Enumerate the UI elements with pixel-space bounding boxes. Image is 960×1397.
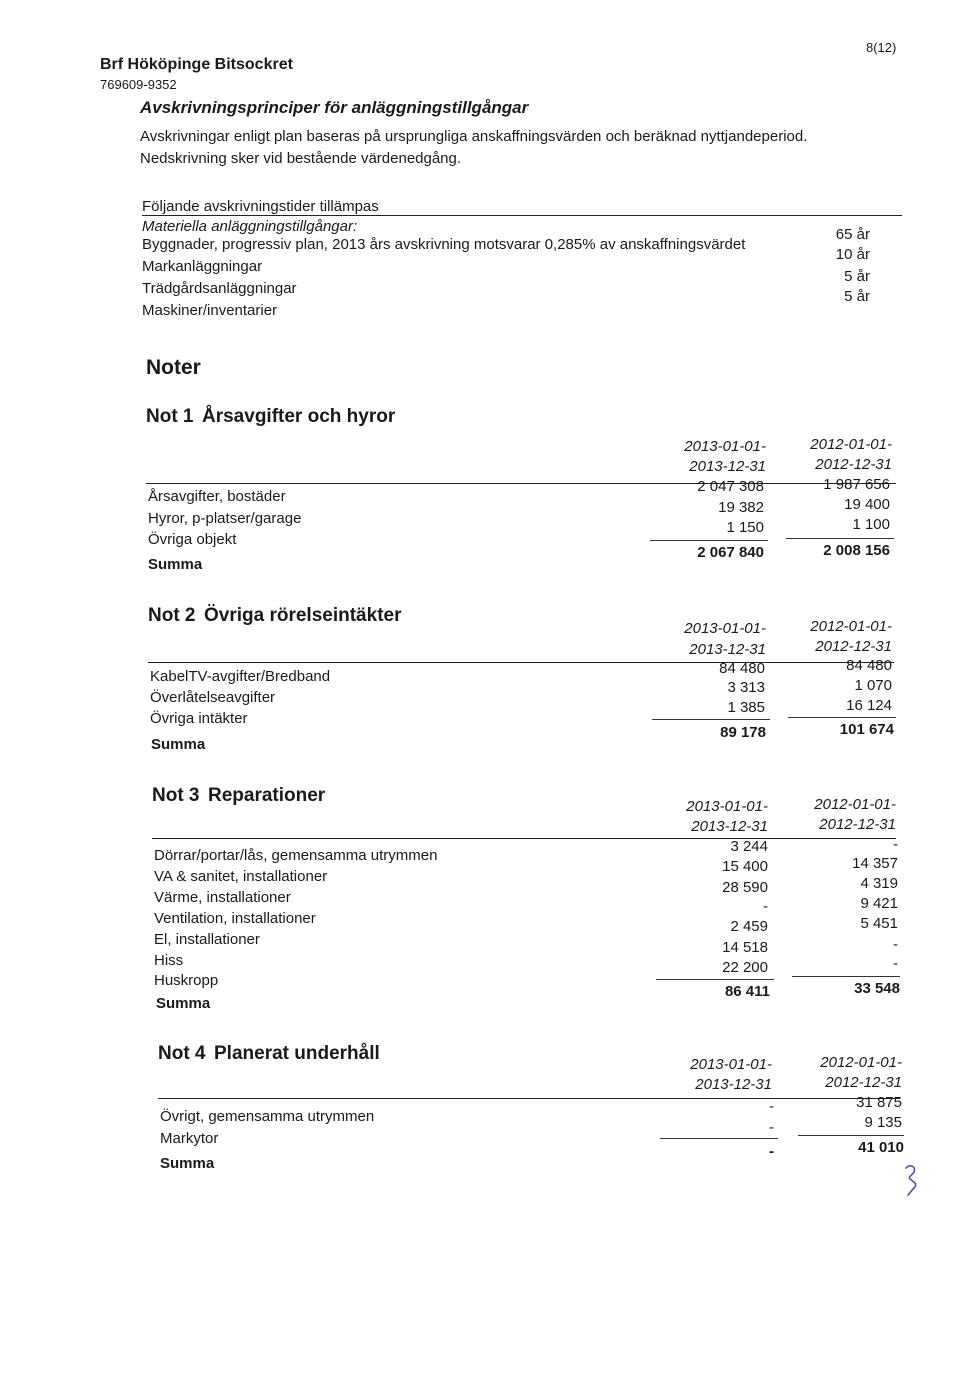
period-2012-end: 2012-12-31 [815,638,892,655]
note-3-heading [152,785,325,807]
note-sum-value-2012: 33 548 [854,980,900,997]
page-number: 8(12) [866,40,897,55]
depreciation-item-value: 5 år [844,268,870,285]
depreciation-title: Avskrivningsprinciper för anläggningstillgångar [140,98,529,117]
note-row-value-2013: - [763,898,768,915]
note-sum-value-2013: 89 178 [720,724,766,741]
note-row-value-2013: - [769,1119,774,1136]
note-2-heading [148,605,401,627]
notes-title: Noter [146,356,201,379]
sum-line [792,976,900,977]
note-row-value-2012: 14 357 [852,855,898,872]
note-row-value-2012: - [893,836,898,853]
note-title: Reparationer [208,785,326,806]
note-row-value-2013: 14 518 [722,939,768,956]
note-number: Not 2 [148,605,196,626]
organization-name: Brf Hököpinge Bitsockret [100,56,293,73]
note-row-value-2012: - [893,936,898,953]
note-row-label: Överlåtelseavgifter [150,689,276,706]
note-row-value-2012: 1 070 [854,677,892,694]
note-number: Not 3 [152,785,200,806]
sum-line [788,717,896,718]
note-row-value-2013: 3 244 [730,838,768,855]
period-2013-end: 2013-12-31 [689,458,766,475]
note-row-label: Värme, installationer [154,889,291,906]
note-row-value-2012: 4 319 [860,875,898,892]
depreciation-item-value: 10 år [835,246,870,263]
note-row-value-2013: 22 200 [722,959,768,976]
period-2012-start: 2012-01-01- [814,796,896,813]
note-row-value-2013: 1 385 [727,699,765,716]
divider [142,215,902,216]
note-sum-value-2012: 2 008 156 [823,542,890,559]
note-sum-value-2012: 101 674 [839,721,894,738]
depreciation-line-2: Nedskrivning sker vid bestående värdenedgång. [140,150,462,167]
note-sum-value-2013: - [769,1143,774,1160]
note-row-value-2013: 1 150 [726,519,764,536]
note-row-value-2013: 3 313 [727,679,765,696]
period-2012-end: 2012-12-31 [819,816,896,833]
divider [152,838,896,839]
note-row-label: Övriga intäkter [150,710,248,727]
note-row-label: Ventilation, installationer [154,910,316,927]
period-2012-end: 2012-12-31 [825,1074,902,1091]
period-2012-start: 2012-01-01- [820,1054,902,1071]
period-2013-end: 2013-12-31 [689,641,766,658]
period-2013-start: 2013-01-01- [686,798,768,815]
depreciation-item-label: Byggnader, progressiv plan, 2013 års avskrivning motsvarar 0,285% av anskaffningsvärdet [142,236,746,253]
depreciation-line-1: Avskrivningar enligt plan baseras på ursprungliga anskaffningsvärden och beräknad nyttjandeperiod. [140,128,808,145]
organization-number: 769609-9352 [100,77,177,92]
note-row-label: Dörrar/portar/lås, gemensamma utrymmen [154,847,438,864]
note-row-label: Hyror, p-platser/garage [148,510,302,527]
note-row-value-2013: 28 590 [722,879,768,896]
note-1-heading [146,406,395,428]
depreciation-item-label: Markanläggningar [142,258,263,275]
note-row-label: Övriga objekt [148,531,237,548]
note-sum-label: Summa [156,995,211,1012]
note-row-value-2012: 1 987 656 [823,476,890,493]
note-title: Övriga rörelseintäkter [204,605,402,626]
sum-line [650,540,768,541]
sum-line [652,719,770,720]
note-row-value-2013: 2 047 308 [697,478,764,495]
note-row-label: Markytor [160,1130,219,1147]
note-number: Not 1 [146,406,194,427]
note-sum-value-2013: 86 411 [724,983,770,1000]
note-row-value-2012: 31 875 [856,1094,902,1111]
note-row-value-2012: - [893,955,898,972]
handwritten-mark-icon [900,1162,922,1196]
note-sum-label: Summa [151,736,206,753]
note-row-label: Årsavgifter, bostäder [148,488,286,505]
note-row-value-2013: 15 400 [722,858,768,875]
note-sum-value-2012: 41 010 [858,1139,904,1156]
period-2012-start: 2012-01-01- [810,436,892,453]
note-row-value-2012: 5 451 [860,915,898,932]
period-2013-end: 2013-12-31 [695,1076,772,1093]
sum-line [786,538,894,539]
note-row-value-2012: 19 400 [844,496,890,513]
note-title: Årsavgifter och hyror [202,406,396,427]
note-row-value-2013: 2 459 [730,918,768,935]
sum-line [656,979,774,980]
note-row-label: Hiss [154,952,184,969]
note-sum-label: Summa [160,1155,215,1172]
note-row-label: KabelTV-avgifter/Bredband [150,668,331,685]
note-row-value-2012: 84 480 [846,657,892,674]
period-2013-start: 2013-01-01- [684,620,766,637]
note-row-label: VA & sanitet, installationer [154,868,328,885]
note-row-value-2012: 16 124 [846,697,892,714]
sum-line [660,1138,778,1139]
note-row-value-2013: 19 382 [718,499,764,516]
note-4-heading [158,1043,380,1065]
period-2013-start: 2013-01-01- [690,1056,772,1073]
note-row-label: El, installationer [154,931,260,948]
depreciation-item-label: Trädgårdsanläggningar [142,280,297,297]
depreciation-table-caption: Följande avskrivningstider tillämpas [142,198,379,215]
divider [158,1098,900,1099]
note-row-value-2012: 9 135 [864,1114,902,1131]
depreciation-item-value: 5 år [844,288,870,305]
note-title: Planerat underhåll [214,1043,380,1064]
note-row-value-2013: - [769,1098,774,1115]
period-2012-end: 2012-12-31 [815,456,892,473]
note-row-value-2013: 84 480 [719,660,765,677]
period-2012-start: 2012-01-01- [810,618,892,635]
note-row-value-2012: 9 421 [860,895,898,912]
note-sum-label: Summa [148,556,203,573]
period-2013-start: 2013-01-01- [684,438,766,455]
note-row-label: Övrigt, gemensamma utrymmen [160,1108,375,1125]
note-number: Not 4 [158,1043,206,1064]
depreciation-item-value: 65 år [835,226,870,243]
period-2013-end: 2013-12-31 [691,818,768,835]
depreciation-subheading: Materiella anläggningstillgångar: [142,218,358,235]
sum-line [798,1135,904,1136]
note-sum-value-2013: 2 067 840 [697,544,764,561]
depreciation-item-label: Maskiner/inventarier [142,302,278,319]
note-row-value-2012: 1 100 [852,516,890,533]
note-row-label: Huskropp [154,972,219,989]
